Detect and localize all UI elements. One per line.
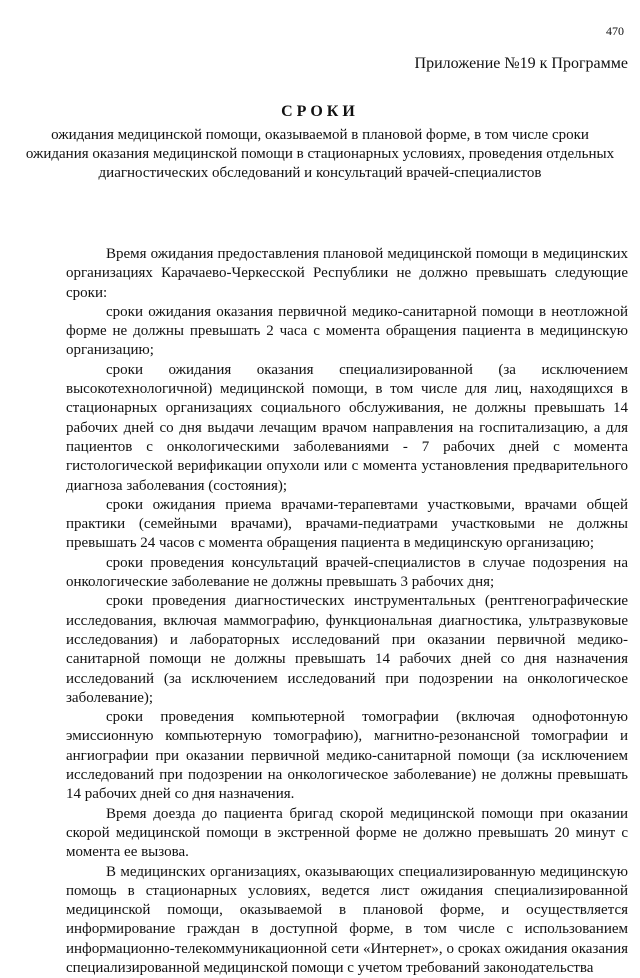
document-subtitle: ожидания медицинской помощи, оказываемой в плановой форме, в том числе сроки ожидания оказания медицинской помощи в стационарных условиях, проведения отдельных диагностических обследований и консультаций врачей-специалистов (20, 126, 620, 183)
page-number: 470 (606, 24, 624, 39)
paragraph: сроки проведения консультаций врачей-специалистов в случае подозрения на онкологические заболевание не должны превышать 3 рабочих дня; (66, 554, 628, 593)
paragraph: сроки проведения компьютерной томографии (включая однофотонную эмиссионную компьютерную томографию), магнитно-резонансной томографии и ангиографии при оказании первичной медико-санитарной помощи (за исключением исследований при подозрении на онкологическое заболевание) не должны превышать 14 рабочих дней со дня назначения. (66, 708, 628, 804)
paragraph: сроки ожидания приема врачами-терапевтами участковыми, врачами общей практики (семейными врачами), врачами-педиатрами участковыми не должны превышать 24 часов с момента обращения пациента в медицинскую организацию; (66, 496, 628, 554)
paragraph: Время ожидания предоставления плановой медицинской помощи в медицинских организациях Карачаево-Черкесской Республики не должно превышать следующие сроки: (66, 245, 628, 303)
appendix-label: Приложение №19 к Программе (415, 55, 628, 73)
paragraph: сроки проведения диагностических инструментальных (рентгенографические исследования, включая маммографию, функциональная диагностика, ультразвуковые исследования) и лабораторных исследований при оказании первичной медико-санитарной помощи не должны превышать 14 рабочих дней со дня назначения исследований (за исключением исследований при подозрении на онкологическое заболевание); (66, 592, 628, 708)
paragraph: сроки ожидания оказания специализированной (за исключением высокотехнологичной) медицинской помощи, в том числе для лиц, находящихся в стационарных организациях социального обслуживания, не должны превышать 14 рабочих дней со дня выдачи лечащим врачом направления на госпитализацию, а для пациентов с онкологическими заболеваниями - 7 рабочих дней с момента гистологической верификации опухоли или с момента установления предварительного диагноза заболевания (состояния); (66, 361, 628, 496)
document-title: СРОКИ (0, 103, 640, 121)
document-body (66, 245, 628, 978)
paragraph: Время доезда до пациента бригад скорой медицинской помощи при оказании скорой медицинской помощи в экстренной форме не должно превышать 20 минут с момента ее вызова. (66, 805, 628, 863)
paragraph: сроки ожидания оказания первичной медико-санитарной помощи в неотложной форме не должны превышать 2 часа с момента обращения пациента в медицинскую организацию; (66, 303, 628, 361)
paragraph: В медицинских организациях, оказывающих специализированную медицинскую помощь в стационарных условиях, ведется лист ожидания специализированной медицинской помощи, оказываемой в плановой форме, и осуществляется информирование граждан в доступной форме, в том числе с использованием информационно-телекоммуникационной сети «Интернет», о сроках ожидания оказания специализированной медицинской помощи с учетом требований законодательства (66, 863, 628, 978)
